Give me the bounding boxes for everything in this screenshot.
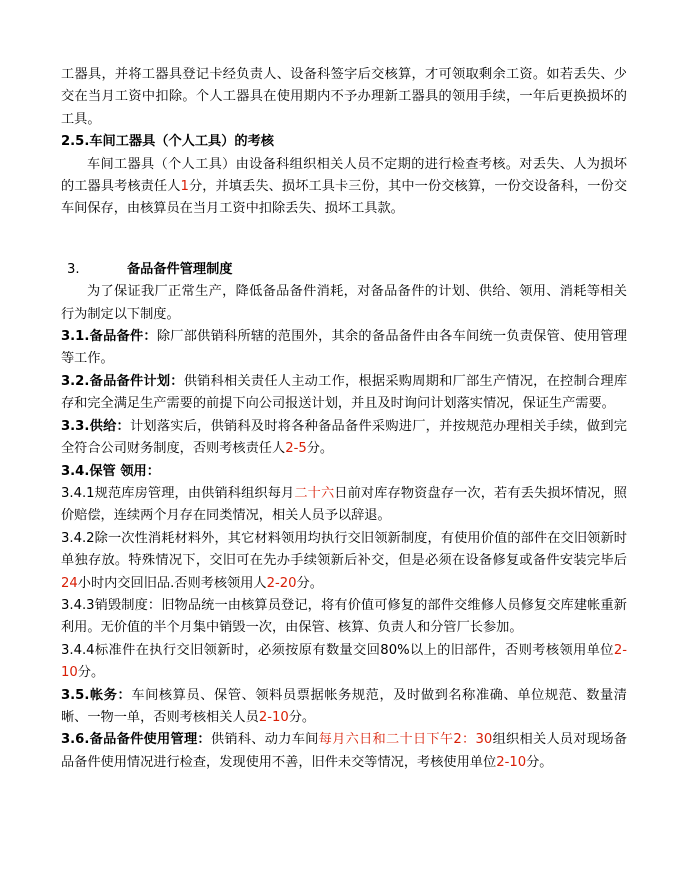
- clause-3-4-2-part-c: 分。: [296, 575, 323, 591]
- heading-2-5: [61, 131, 627, 153]
- paragraph-2-5-points: 1: [180, 179, 189, 195]
- clause-3-2: [61, 371, 627, 416]
- clause-3-4: [61, 461, 627, 483]
- heading-2-5-text: 2.5.车间工器具（个人工具）的考核: [61, 134, 274, 150]
- clause-3-6-part-c: 分。: [526, 754, 553, 770]
- clause-3-4-3: 3.4.3销毁制度：旧物品统一由核算员登记，将有价值可修复的部件交维修人员修复交库建帐重新利用。无价值的半个月集中销毁一次，由保管、核算、负责人和分管厂长参加。: [61, 597, 627, 636]
- clause-3-4-2-part-a: 3.4.2除一次性消耗材料外，其它材料领用均执行交旧领新制度，有使用价值的部件在交旧领新时单独存放。特殊情况下，交旧可在先办手续领新后补交，但是必须在设备修复或备件安装完毕后: [61, 530, 627, 569]
- clause-3-6-part-a: 供销科、动力车间: [210, 732, 319, 748]
- paragraph-tool-return: 工器具，并将工器具登记卡经负责人、设备科签字后交核算，才可领取剩余工资。如若丢失、少交在当月工资中扣除。个人工器具在使用期内不予办理新工器具的领用手续，一年后更换损坏的工具。: [61, 67, 627, 127]
- clause-3-4-1-date: 二十六: [294, 485, 335, 501]
- clause-3-5: [61, 685, 627, 730]
- section-3-title: 备品备件管理制度: [127, 261, 233, 277]
- clause-3-3-points: 2-5: [285, 441, 307, 457]
- paragraph-2-5: [61, 154, 627, 221]
- clause-3-4-4-part-b: 分。: [77, 665, 105, 681]
- clause-3-4-2-part-b: 小时内交回旧品.否则考核领用人: [77, 575, 267, 591]
- paragraph-2-5-part-b: 分，并填丢失、损坏工具卡三份，其中一份交核算，一份交设备科，一份交车间保存，由核算员在当月工资中扣除丢失、损坏工具款。: [61, 179, 628, 217]
- paragraph-section-3-intro: 为了保证我厂正常生产，降低备品备件消耗，对备品备件的计划、供给、领用、消耗等相关行为制定以下制度。: [61, 284, 627, 322]
- clause-3-6: [61, 729, 627, 774]
- clause-3-4-4-points: 2-10: [61, 642, 627, 681]
- clause-3-5-points: 2-10: [258, 709, 289, 725]
- clause-3-3-label: 3.3.供给：: [61, 418, 130, 434]
- clause-3-4-1-part-b: 日前对库存物资盘存一次，若有丢失损坏情况，照价赔偿，连续两个月存在同类情况，相关人员予以辞退。: [61, 485, 627, 524]
- section-3-number: 3.: [67, 261, 80, 277]
- clause-3-2-text: 供销科相关责任人主动工作，根据采购周期和厂部生产情况，在控制合理库存和完全满足生产需要的前提下向公司报送计划，并且及时询问计划落实情况，保证生产需要。: [61, 373, 628, 412]
- clause-3-4-1-part-a: 3.4.1规范库房管理，由供销科组织每月: [61, 485, 295, 501]
- clause-3-4-2: [61, 528, 627, 595]
- clause-3-5-part-b: 分。: [288, 709, 316, 725]
- section-spacer: [61, 221, 627, 259]
- clause-3-1-label: 3.1.备品备件：: [61, 329, 157, 345]
- clause-3-3: [61, 416, 627, 461]
- clause-3-2-label: 3.2.备品备件计划：: [61, 373, 184, 389]
- clause-3-4-1: [61, 483, 627, 528]
- clause-3-5-label: 3.5.帐务：: [61, 687, 132, 703]
- document-page: [61, 64, 627, 774]
- paragraph-2-5-part-a: 车间工器具（个人工具）由设备科组织相关人员不定期的进行检查考核。对丢失、人为损坏的工器具考核责任人: [61, 156, 627, 195]
- clause-3-3-part-a: 计划落实后，供销科及时将各种备品备件采购进厂，并按规范办理相关手续，做到完全符合公司财务制度，否则考核责任人: [61, 418, 627, 457]
- clause-3-4-4: [61, 640, 627, 685]
- clause-3-1-text: 除厂部供销科所辖的范围外，其余的备品备件由各车间统一负责保管、使用管理等工作。: [61, 329, 627, 367]
- clause-3-4-2-points: 2-20: [266, 575, 297, 591]
- clause-3-6-part-b: 组织相关人员对现场备品备件使用情况进行检查，发现使用不善，旧件未交等情况，考核使用单位: [61, 732, 628, 770]
- clause-3-3-part-b: 分。: [306, 441, 334, 457]
- clause-3-6-points: 2-10: [496, 754, 527, 770]
- clause-3-1: [61, 326, 627, 371]
- clause-3-5-part-a: 车间核算员、保管、领料员票据帐务规范，及时做到名称准确、单位规范、数量清晰、一物一单，否则考核相关人员: [61, 687, 627, 725]
- heading-section-3: [61, 259, 627, 281]
- clause-3-4-label: 3.4.保管 领用：: [61, 463, 160, 479]
- clause-3-6-schedule: 每月六日和二十日下午2：30: [318, 732, 493, 748]
- clause-3-6-label: 3.6.备品备件使用管理：: [61, 732, 211, 748]
- clause-3-4-4-part-a: 3.4.4标准件在执行交旧领新时，必须按原有数量交回80%以上的旧部件，否则考核领用单位: [61, 642, 614, 658]
- clause-3-4-2-hours: 24: [61, 575, 78, 591]
